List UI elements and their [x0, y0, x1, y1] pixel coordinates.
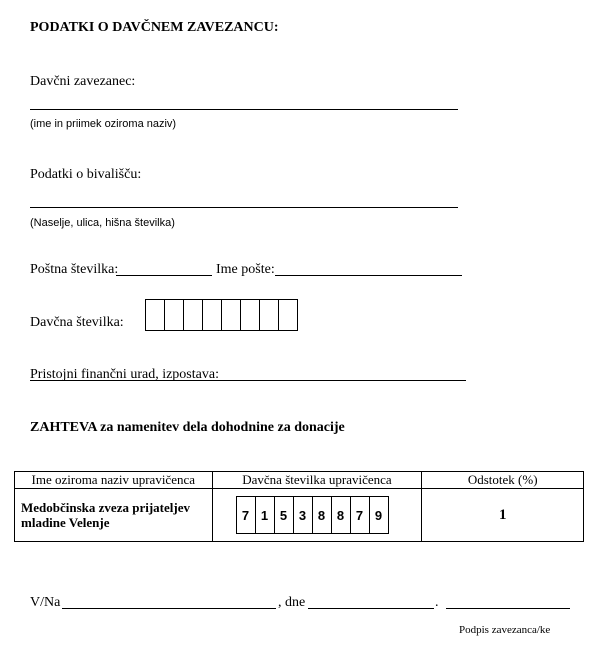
- tax-digit: 5: [275, 496, 294, 534]
- column-header-name: Ime oziroma naziv upravičenca: [15, 472, 213, 489]
- donation-table: [14, 471, 584, 542]
- tax-digit: 8: [313, 496, 332, 534]
- tax-number-box[interactable]: [184, 299, 203, 331]
- residence-input-line[interactable]: [30, 207, 458, 208]
- taxpayer-hint: (ime in priimek oziroma naziv): [30, 118, 177, 130]
- column-header-tax-number: Davčna številka upravičenca: [212, 472, 422, 489]
- tax-digit: 8: [332, 496, 351, 534]
- tax-office-input-line[interactable]: [30, 380, 466, 381]
- recipient-tax-number-cell: [212, 489, 422, 542]
- postal-code-input-line[interactable]: [116, 275, 212, 276]
- tax-number-box[interactable]: [222, 299, 241, 331]
- tax-number-box[interactable]: [165, 299, 184, 331]
- tax-number-boxes[interactable]: [145, 299, 298, 331]
- place-input-line[interactable]: [62, 608, 276, 609]
- tax-number-box[interactable]: [146, 299, 165, 331]
- postal-code-label: Poštna številka:: [30, 262, 119, 277]
- date-period: .: [435, 595, 439, 610]
- taxpayer-label: Davčni zavezanec:: [30, 74, 136, 89]
- table-row: [15, 489, 584, 542]
- taxpayer-input-line[interactable]: [30, 109, 458, 110]
- tax-office-label: Pristojni finančni urad, izpostava:: [30, 367, 219, 382]
- percent-cell: 1: [422, 489, 584, 542]
- post-name-label: Ime pošte:: [216, 262, 275, 277]
- tax-digit: 9: [370, 496, 389, 534]
- tax-number-label: Davčna številka:: [30, 315, 124, 330]
- date-input-line[interactable]: [308, 608, 434, 609]
- signature-input-line[interactable]: [446, 608, 570, 609]
- residence-hint: (Naselje, ulica, hišna številka): [30, 217, 175, 229]
- tax-number-box[interactable]: [279, 299, 298, 331]
- recipient-tax-digits: [236, 496, 389, 534]
- tax-digit: 3: [294, 496, 313, 534]
- recipient-name-line1: Medobčinska zveza prijateljev: [21, 500, 190, 515]
- table-header-row: [15, 472, 584, 489]
- signature-label: Podpis zavezanca/ke: [459, 624, 551, 636]
- recipient-name-line2: mladine Velenje: [21, 515, 110, 530]
- tax-number-box[interactable]: [260, 299, 279, 331]
- tax-digit: 7: [237, 496, 256, 534]
- request-title: ZAHTEVA za namenitev dela dohodnine za donacije: [30, 420, 345, 435]
- date-label: , dne: [278, 595, 306, 610]
- tax-digit: 7: [351, 496, 370, 534]
- post-name-input-line[interactable]: [275, 275, 462, 276]
- residence-label: Podatki o bivališču:: [30, 167, 142, 182]
- tax-number-box[interactable]: [203, 299, 222, 331]
- column-header-percent: Odstotek (%): [422, 472, 584, 489]
- recipient-name-cell: [15, 489, 213, 542]
- place-label: V/Na: [30, 595, 61, 610]
- form-title: PODATKI O DAVČNEM ZAVEZANCU:: [30, 20, 279, 35]
- tax-digit: 1: [256, 496, 275, 534]
- tax-number-box[interactable]: [241, 299, 260, 331]
